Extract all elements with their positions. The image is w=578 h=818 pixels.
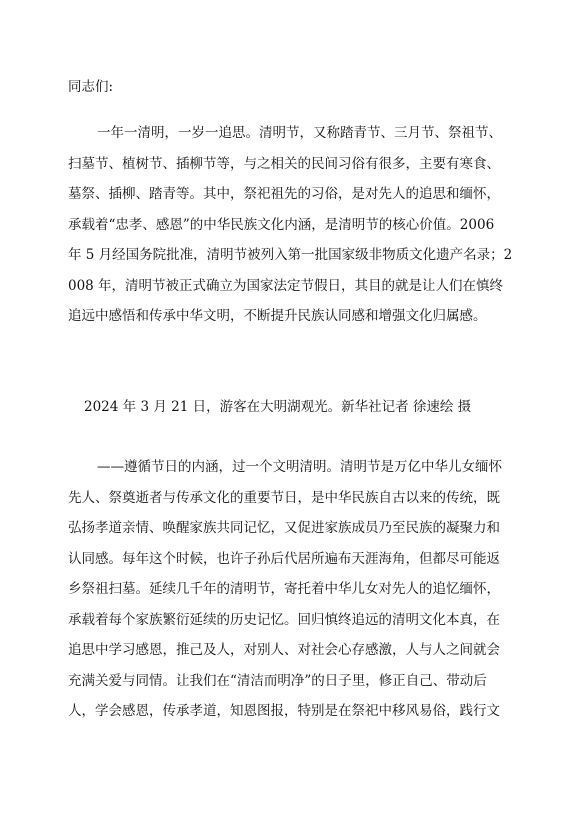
paragraph-2-line: ——遵循节日的内涵，过一个文明清明。清明节是万亿中华儿女缅怀 bbox=[97, 459, 502, 475]
photo-caption: 2024 年 3 月 21 日，游客在大明湖观光。新华社记者 徐速绘 摄 bbox=[84, 399, 472, 415]
paragraph-1-line: 一年一清明，一岁一追思。清明节，又称踏青节、三月节、祭祖节、 bbox=[97, 125, 502, 141]
paragraph-2-line: 人，学会感恩，传承孝道，知恩图报，特别是在祭祀中移风易俗，践行文 bbox=[68, 703, 500, 719]
paragraph-2-line: 先人、祭奠逝者与传承文化的重要节日，是中华民族自古以来的传统，既 bbox=[68, 490, 500, 506]
paragraph-1-line: 追远中感悟和传承中华文明，不断提升民族认同感和增强文化归属感。 bbox=[68, 308, 487, 324]
paragraph-2-line: 追思中学习感恩，推己及人，对别人、对社会心存感激，人与人之间就会 bbox=[68, 642, 500, 658]
paragraph-2-line: 乡祭祖扫墓。延续几千年的清明节，寄托着中华儿女对先人的追忆缅怀， bbox=[68, 581, 500, 597]
paragraph-2-line: 充满关爱与同情。让我们在“清洁而明净”的日子里，修正自己、带动后 bbox=[68, 673, 487, 689]
paragraph-2-line: 弘扬孝道亲情、唤醒家族共同记忆，又促进家族成员乃至民族的凝聚力和 bbox=[68, 520, 500, 536]
paragraph-1-line: 承载着“忠孝、感恩”的中华民族文化内涵，是清明节的核心价值。2006 bbox=[68, 217, 495, 233]
paragraph-2-line: 认同感。每年这个时候，也许子孙后代居所遍布天涯海角，但都尽可能返 bbox=[68, 551, 500, 567]
salutation: 同志们: bbox=[68, 79, 114, 95]
paragraph-1-line: 墓祭、插柳、踏青等。其中，祭祀祖先的习俗，是对先人的追思和缅怀， bbox=[68, 186, 500, 202]
paragraph-2-line: 承载着每个家族繁衍延续的历史记忆。回归慎终追远的清明文化本真，在 bbox=[68, 612, 500, 628]
paragraph-1-line: 扫墓节、植树节、插柳节等，与之相关的民间习俗有很多，主要有寒食、 bbox=[68, 156, 500, 172]
paragraph-1-line: 年 5 月经国务院批准，清明节被列入第一批国家级非物质文化遗产名录；2 bbox=[68, 247, 513, 263]
paragraph-1-line: 008 年，清明节被正式确立为国家法定节假日，其目的就是让人们在慎终 bbox=[68, 278, 504, 294]
